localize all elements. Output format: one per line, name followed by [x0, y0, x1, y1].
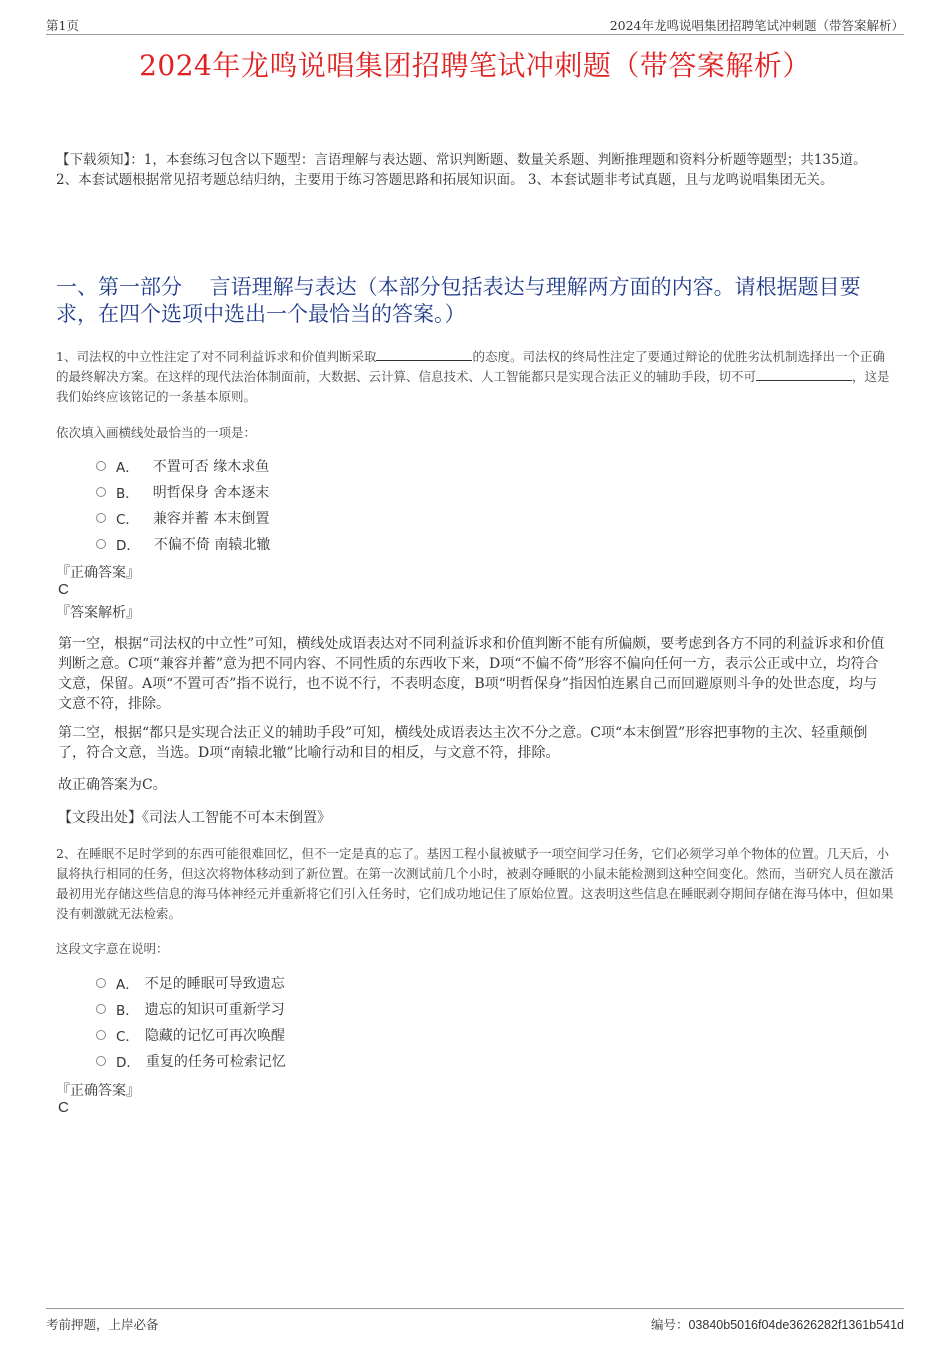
radio-icon[interactable]: [96, 1030, 106, 1040]
question-1-answer-label: 『正确答案』: [56, 565, 140, 581]
question-1-analysis-conclusion: 故正确答案为C。: [58, 777, 167, 793]
footer-code: 编号：03840b5016f04de3626282f1361b541d: [650, 1317, 904, 1332]
question-1-text-part-c: ，这是我们始终应该铭记的一条基本原则。: [56, 369, 890, 404]
page-footer: [46, 1308, 904, 1333]
question-1-option-b[interactable]: B． 明哲保身 舍本逐末: [96, 482, 269, 502]
radio-icon[interactable]: [96, 1004, 106, 1014]
radio-icon[interactable]: [96, 978, 106, 988]
question-2-option-a[interactable]: A． 不足的睡眠可导致遗忘: [96, 973, 285, 993]
question-1-analysis-label: 『答案解析』: [56, 605, 140, 621]
question-1-source: 【文段出处】《司法人工智能不可本末倒置》: [58, 810, 331, 826]
question-1-option-c[interactable]: C． 兼容并蓄 本末倒置: [96, 508, 269, 528]
question-2-prompt: 这段文字意在说明：: [56, 941, 169, 956]
question-1-option-a[interactable]: A． 不置可否 缘木求鱼: [96, 456, 269, 476]
radio-icon[interactable]: [96, 539, 106, 549]
radio-icon[interactable]: [96, 487, 106, 497]
question-2-answer: C: [58, 1099, 69, 1116]
footer-slogan: 考前押题，上岸必备: [46, 1317, 159, 1332]
question-1-option-d[interactable]: D． 不偏不倚 南辕北辙: [96, 534, 270, 554]
document-title: 2024年龙鸣说唱集团招聘笔试冲刺题（带答案解析）: [139, 49, 811, 82]
question-2-option-c[interactable]: C． 隐藏的记忆可再次唤醒: [96, 1025, 285, 1045]
question-1-analysis-paragraph-1: 第一空，根据“司法权的中立性”可知，横线处成语表达对不同利益诉求和价值判断不能有所偏颇，要考虑到各方不同的利益诉求和价值判断之意。C项“兼容并蓄”意为把不同内容、不同性质的东西收下来，D项“不偏不倚”形容不偏向任何一方，表示公正或中立，均符合文意，保留。A项“不置可否”指不说行，也不说不行，不表明态度，B项“明哲保身”指因怕连累自己而回避原则斗争的处世态度，均与文意不符，排除。: [58, 636, 885, 712]
radio-icon[interactable]: [96, 461, 106, 471]
page-header: [46, 14, 904, 35]
question-1-answer: C: [58, 581, 69, 598]
question-2-option-b[interactable]: B． 遗忘的知识可重新学习: [96, 999, 285, 1019]
radio-icon[interactable]: [96, 513, 106, 523]
question-1-analysis-paragraph-2: 第二空，根据“都只是实现合法正义的辅助手段”可知，横线处成语表达主次不分之意。C项“本末倒置”形容把事物的主次、轻重颠倒了，符合文意，当选。D项“南辕北辙”比喻行动和目的相反，与文意不符，排除。: [58, 725, 868, 761]
question-2-text: 2、在睡眠不足时学到的东西可能很难回忆，但不一定是真的忘了。基因工程小鼠被赋予一项空间学习任务，它们必须学习单个物体的位置。几天后，小鼠将执行相同的任务，但这次将物体移动到了新位置。在第一次测试前几个小时，被剥夺睡眠的小鼠未能检测到这种空间变化。然而，当研究人员在激活最初用光存储这些信息的海马体神经元并重新将它们引入任务时，它们成功地记住了原始位置。这表明这些信息在睡眠剥夺期间存储在海马体中，但如果没有刺激就无法检索。: [56, 846, 894, 921]
question-2-option-d[interactable]: D． 重复的任务可检索记忆: [96, 1051, 286, 1071]
question-2-answer-label: 『正确答案』: [56, 1083, 140, 1099]
header-doc-title: 2024年龙鸣说唱集团招聘笔试冲刺题（带答案解析）: [609, 18, 904, 33]
question-1-text: [56, 347, 894, 407]
question-1-text-part-a: 1、司法权的中立性注定了对不同利益诉求和价值判断采取: [56, 349, 377, 364]
fill-blank-2: [756, 367, 852, 381]
radio-icon[interactable]: [96, 1056, 106, 1066]
question-1-prompt: 依次填入画横线处最恰当的一项是：: [56, 425, 257, 440]
section-title: 一、第一部分 言语理解与表达（本部分包括表达与理解两方面的内容。请根据题目要求，在四个选项中选出一个最恰当的答案。）: [56, 275, 861, 326]
download-notice: 【下载须知】：1，本套练习包含以下题型：言语理解与表达题、常识判断题、数量关系题、判断推理题和资料分析题等题型；共135道。 2、本套试题根据常见招考题总结归纳，主要用于练习答题思路和拓展知识面。 3、本套试题非考试真题，且与龙鸣说唱集团无关。: [56, 152, 867, 188]
fill-blank-1: [376, 347, 472, 361]
question-1-text-part-b: 的态度。司法权的终局性注定了要通过辩论的优胜劣汰机制选择出一个正确的最终解决方案。在这样的现代法治体制面前，大数据、云计算、信息技术、人工智能都只是实现合法正义的辅助手段，切不可: [56, 349, 885, 384]
page-number: 第1页: [46, 18, 79, 33]
